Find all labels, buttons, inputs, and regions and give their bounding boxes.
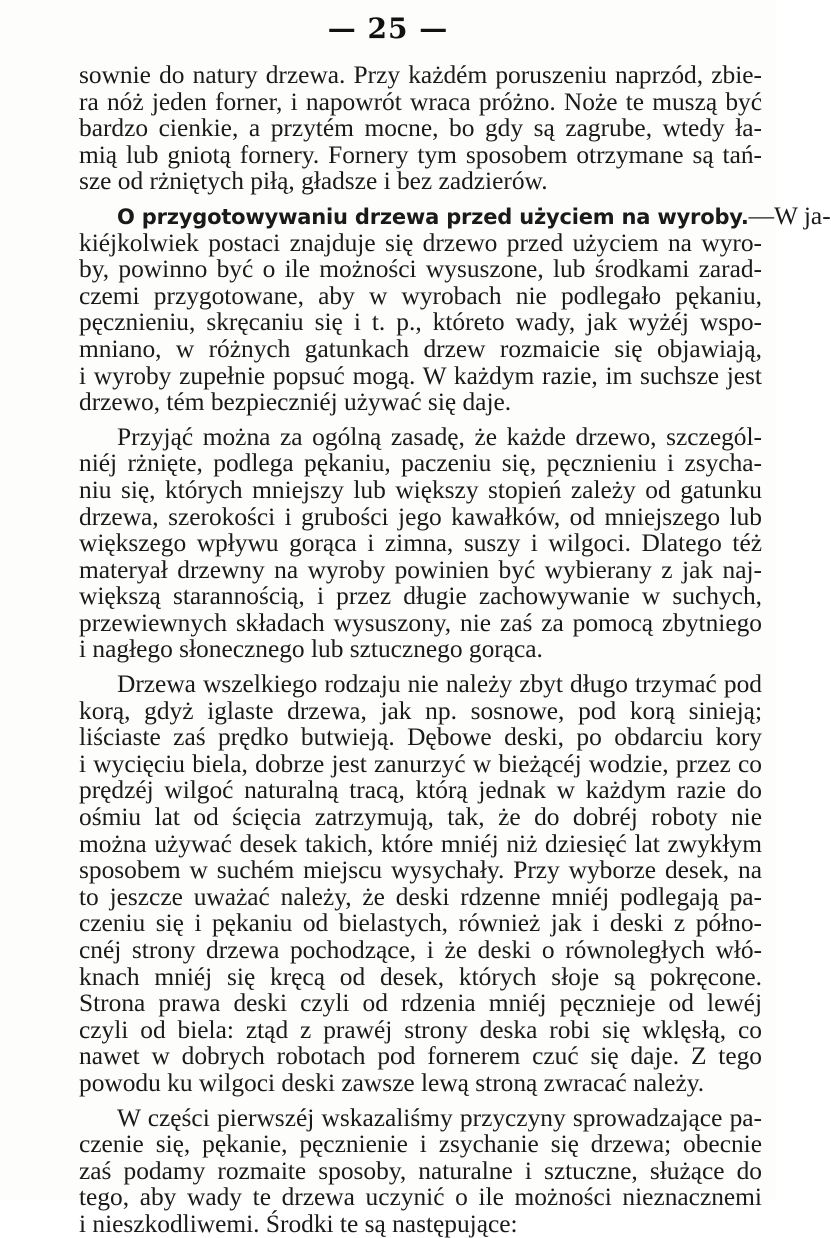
text-line: i wyroby zupełnie popsuć mogą. W każdym razie, im suchsze jest	[79, 361, 762, 390]
paragraph	[79, 671, 762, 1097]
text-line: Strona prawa deski czyli od rdzenia mniéj pęcznieje od lewéj	[79, 989, 762, 1018]
text-line: ra nóż jeden forner, i napowrót wraca próżno. Noże te muszą być	[79, 87, 762, 116]
text-line: tego, aby wady te drzewa uczynić o ile możności nieznacznemi	[79, 1183, 762, 1212]
text-line: ośmiu lat od ścięcia zatrzymują, tak, że do dobréj roboty nie	[79, 803, 762, 832]
text-line: kiéjkolwiek postaci znajduje się drzewo przed użyciem na wyro-	[79, 228, 762, 257]
text-line: przewiewnych składach wysuszony, nie zaś za pomocą zbytniego	[79, 608, 762, 637]
text-line: czyli od biela: ztąd z prawéj strony deska robi się wklęsłą, co	[79, 1015, 762, 1044]
text-line: liściaste zaś prędko butwieją. Dębowe deski, po obdarciu kory	[79, 723, 762, 752]
text-line: czemi przygotowane, aby w wyrobach nie podlegało pękaniu,	[79, 281, 762, 310]
text-line: zaś podamy rozmaite sposoby, naturalne i sztuczne, służące do	[79, 1156, 762, 1185]
text-line	[79, 201, 831, 230]
text-line: mniano, w różnych gatunkach drzew rozmaicie się objawiają,	[79, 334, 762, 363]
section-heading: O przygotowywaniu drzewa przed użyciem na wyroby.	[117, 204, 749, 229]
text-line: niu się, których mniejszy lub większy stopień zależy od gatunku	[79, 475, 762, 504]
text-line: korą, gdyż iglaste drzewa, jak np. sosnowe, pod korą sinieją;	[79, 696, 762, 725]
text-line: czeniu się i pękaniu od bielastych, również jak i deski z półno-	[79, 909, 762, 938]
text-line: drzewa, szerokości i grubości jego kawałków, od mniejszego lub	[79, 502, 762, 531]
text-line: to jeszcze uważać należy, że deski rdzenne mniéj podlegają pa-	[79, 882, 762, 911]
text-line: nawet w dobrych robotach pod fornerem czuć się daje. Z tego	[79, 1042, 762, 1071]
text-line: Przyjąć można za ogólną zasadę, że każde drzewo, szczegól-	[117, 422, 762, 451]
text-line: powodu ku wilgoci deski zawsze lewą stroną zwracać należy.	[79, 1068, 705, 1097]
text-line: materyał drzewny na wyroby powinien być wybierany z jak naj-	[79, 555, 762, 584]
text-line: knach mniéj się kręcą od desek, których słoje są pokręcone.	[79, 962, 762, 991]
text-line: drzewo, tém bezpieczniéj używać się daje.	[79, 388, 512, 417]
text-fragment: —W ja-	[748, 201, 831, 230]
text-line: mią lub gniotą fornery. Fornery tym sposobem otrzymane są tań-	[79, 140, 762, 169]
text-line: Drzewa wszelkiego rodzaju nie należy zbyt długo trzymać pod	[117, 670, 762, 699]
text-line: prędzéj wilgoć naturalną tracą, którą jednak w każdym razie do	[79, 776, 762, 805]
paragraph	[79, 1105, 762, 1238]
text-line: bardzo cienkie, a przytém mocne, bo gdy są zagrube, wtedy ła-	[79, 114, 762, 143]
body-text	[79, 61, 831, 1238]
text-line: sze od rżniętych piłą, gładsze i bez zadzierów.	[79, 167, 548, 196]
text-line: większego wpływu gorąca i zimna, suszy i wilgoci. Dlatego téż	[79, 529, 762, 558]
paragraph	[79, 424, 762, 663]
text-line: i wycięciu biela, dobrze jest zanurzyć w bieżącéj wodzie, przez co	[79, 749, 762, 778]
text-line: i nagłego słonecznego lub sztucznego gorąca.	[79, 635, 543, 664]
text-line: niéj rżnięte, podlega pękaniu, paczeniu się, pęcznieniu i zsycha-	[79, 449, 762, 478]
paragraph	[79, 62, 762, 195]
text-line: W części pierwszéj wskazaliśmy przyczyny sprowadzające pa-	[117, 1103, 762, 1132]
text-line: sownie do natury drzewa. Przy każdém poruszeniu naprzód, zbie-	[79, 61, 762, 89]
text-line: pęcznieniu, skręcaniu się i t. p., któreto wady, jak wyżéj wspo-	[79, 308, 762, 337]
text-line: by, powinno być o ile możności wysuszone, lub środkami zarad-	[79, 255, 762, 284]
text-line: większą starannością, i przez długie zachowywanie w suchych,	[79, 582, 762, 611]
text-line: można używać desek takich, które mniéj niż dziesięć lat zwykłym	[79, 829, 762, 858]
text-line: czenie się, pękanie, pęcznienie i zsychanie się drzewa; obecnie	[79, 1130, 762, 1159]
text-line: cnéj strony drzewa pochodzące, i że deski o równoległych włó-	[79, 936, 762, 964]
text-line: i nieszkodliwemi. Środki te są następujące:	[79, 1209, 518, 1238]
page-number: — 25 —	[327, 12, 449, 45]
text-line: sposobem w suchém miejscu wysychały. Przy wyborze desek, na	[79, 856, 762, 885]
paragraph	[79, 201, 831, 417]
